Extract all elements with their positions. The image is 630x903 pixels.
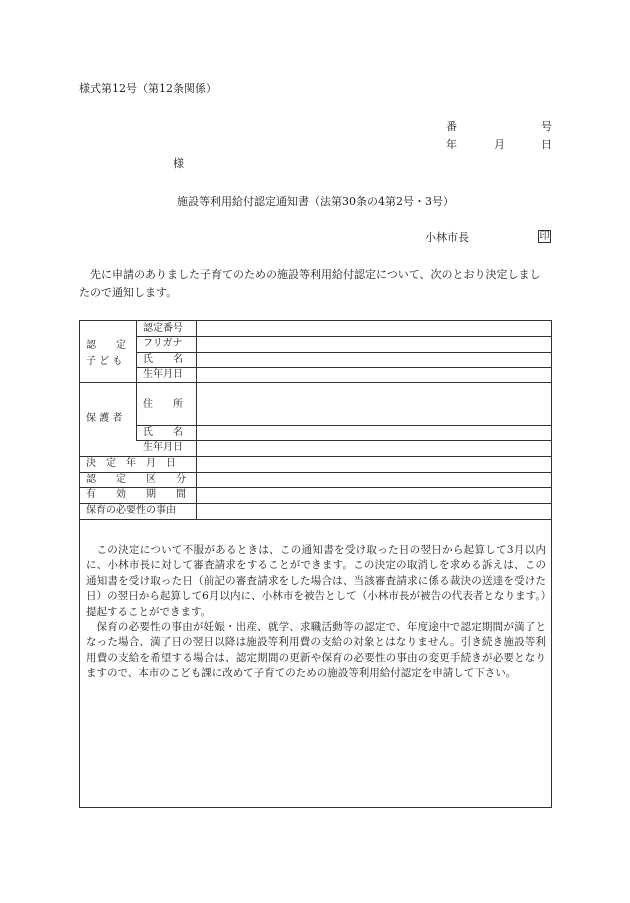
- date-label-day: 日: [541, 138, 552, 151]
- recipient-honorific: 様: [173, 157, 184, 170]
- seal-stamp: 印: [539, 231, 550, 242]
- notes-paragraph: 保育の必要性の事由が妊娠・出産、就学、求職活動等の認定で、年度途中で認定期間が満了となった場合、満了日の翌日以降は施設等利用費の支給の対象とはなりません。引き続き施設等利用費の支給を希望する場合は、認定期間の更新や保育の必要性の事由の変更手続きが必要となりますので、本市のこども課に改めて子育てのための施設等利用給付認定を申請して下さい。: [86, 621, 546, 680]
- row-label-validity: 有 効 期 間: [86, 489, 186, 500]
- intro-text: 先に申請のありました子育てのための施設等利用給付認定について、次のとおり決定しましたので通知します。: [79, 268, 541, 299]
- row-label-furigana: フリガナ: [143, 338, 183, 349]
- row-label-decision-date: 決 定 年 月 日: [86, 458, 176, 469]
- row-label-category: 認 定 区 分: [86, 474, 186, 485]
- row-label-cert-number: 認定番号: [143, 323, 183, 334]
- row-label-address: 住 所: [143, 399, 183, 410]
- row-label-child-name: 氏 名: [143, 354, 183, 365]
- notes-block: [86, 543, 546, 682]
- guardian-group-label: 保 護 者: [86, 413, 123, 424]
- number-label-ban: 番: [446, 120, 457, 133]
- form-number: 様式第12号（第12条関係）: [79, 82, 217, 95]
- row-label-child-birthdate: 生年月日: [143, 369, 183, 380]
- issuer-name: 小林市長: [425, 231, 469, 244]
- date-label-year: 年: [446, 138, 457, 151]
- number-label-go: 号: [541, 120, 552, 133]
- row-label-reason: 保育の必要性の事由: [86, 505, 176, 516]
- row-label-guardian-name: 氏 名: [143, 427, 183, 438]
- document-title: 施設等利用給付認定通知書（法第30条の4第2号・3号）: [177, 195, 454, 208]
- notes-paragraph: この決定について不服があるときは、この通知書を受け取った日の翌日から起算して3月以内に、小林市長に対して審査請求をすることができます。この決定の取消しを求める訴えは、この通知書を受け取った日（前記の審査請求をした場合は、当該審査請求に係る裁決の送達を受けた日）の翌日から起算して6月以内に、小林市を被告として（小林市長が被告の代表者となります。）提起することができます。: [86, 544, 546, 618]
- row-label-guardian-birthdate: 生年月日: [143, 442, 183, 453]
- child-group-label-2: 子 ど も: [86, 356, 123, 367]
- child-group-label-1: 認 定: [86, 340, 126, 351]
- date-label-month: 月: [494, 138, 505, 151]
